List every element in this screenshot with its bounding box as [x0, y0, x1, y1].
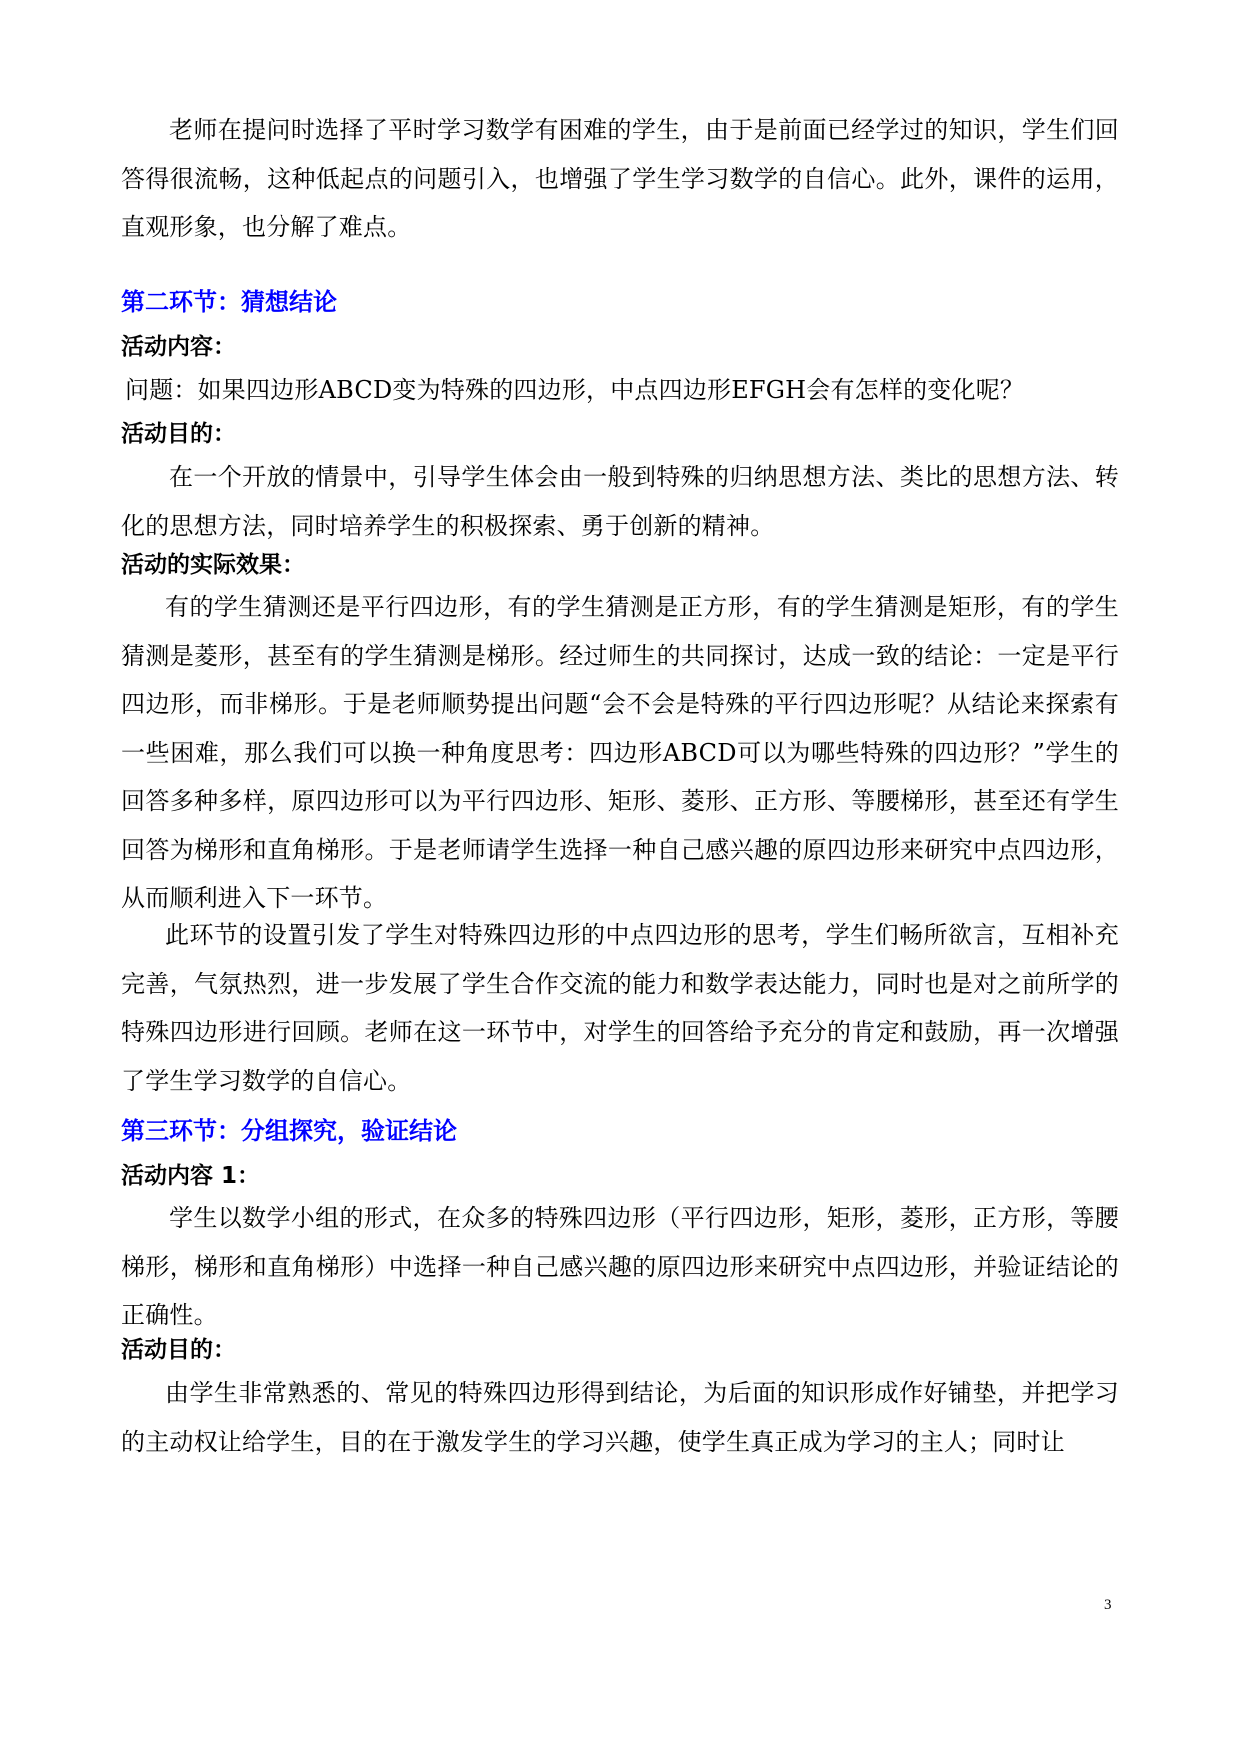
section-3-content-text: 学生以数学小组的形式，在众多的特殊四边形（平行四边形，矩形，菱形，正方形，等腰梯形，梯形和直角梯形）中选择一种自己感兴趣的原四边形来研究中点四边形，并验证结论的正确性。 [121, 1204, 1119, 1329]
section-3-purpose-label: 活动目的： [121, 1337, 236, 1363]
section-3-title: 第三环节：分组探究，验证结论 [121, 1117, 457, 1145]
section-2-effect-text-1: 有的学生猜测还是平行四边形，有的学生猜测是正方形，有的学生猜测是矩形，有的学生猜测是菱形，甚至有的学生猜测是梯形。经过师生的共同探讨，达成一致的结论：一定是平行四边形，而非梯形。于是老师顺势提出问题“会不会是特殊的平行四边形呢？从结论来探索有一些困难，那么我们可以换一种角度思考：四边形ABCD可以为哪些特殊的四边形？”学生的回答多种多样，原四边形可以为平行四边形、矩形、菱形、正方形、等腰梯形，甚至还有学生回答为梯形和直角梯形。于是老师请学生选择一种自己感兴趣的原四边形来研究中点四边形，从而顺利进入下一环节。 [121, 593, 1119, 912]
section-3-content-label: 活动内容 1： [121, 1163, 261, 1189]
section-2-content-label: 活动内容： [121, 334, 236, 360]
section-2-content-text: 问题：如果四边形ABCD变为特殊的四边形，中点四边形EFGH会有怎样的变化呢？ [125, 376, 1025, 404]
section-2-purpose-label: 活动目的： [121, 421, 236, 447]
section-3-purpose-text: 由学生非常熟悉的、常见的特殊四边形得到结论，为后面的知识形成作好铺垫，并把学习的主动权让给学生，目的在于激发学生的学习兴趣，使学生真正成为学习的主人；同时让 [121, 1379, 1119, 1456]
section-2-effect-label: 活动的实际效果： [121, 552, 305, 578]
paragraph-intro: 老师在提问时选择了平时学习数学有困难的学生，由于是前面已经学过的知识，学生们回答得很流畅，这种低起点的问题引入，也增强了学生学习数学的自信心。此外，课件的运用，直观形象，也分解了难点。 [121, 116, 1119, 241]
section-2-effect-text-2: 此环节的设置引发了学生对特殊四边形的中点四边形的思考，学生们畅所欲言，互相补充完善，气氛热烈，进一步发展了学生合作交流的能力和数学表达能力，同时也是对之前所学的特殊四边形进行回顾。老师在这一环节中，对学生的回答给予充分的肯定和鼓励，再一次增强了学生学习数学的自信心。 [121, 921, 1119, 1095]
section-2-title: 第二环节：猜想结论 [121, 288, 337, 316]
page-number: 3 [1104, 1597, 1112, 1613]
section-2-purpose-text: 在一个开放的情景中，引导学生体会由一般到特殊的归纳思想方法、类比的思想方法、转化的思想方法，同时培养学生的积极探索、勇于创新的精神。 [121, 463, 1119, 540]
